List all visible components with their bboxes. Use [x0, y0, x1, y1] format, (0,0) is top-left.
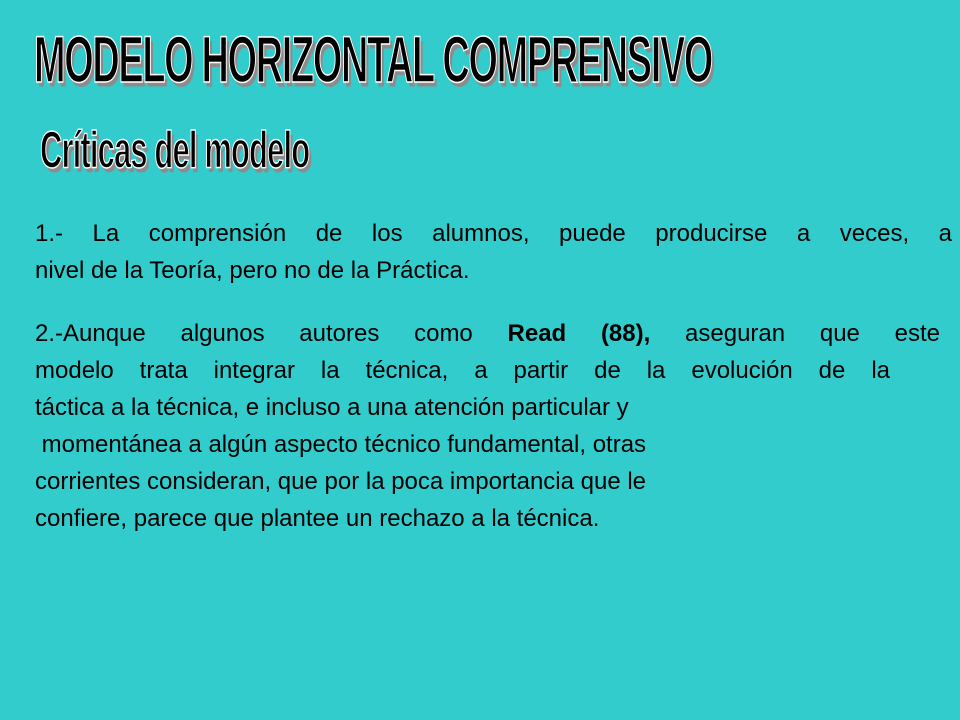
slide-title: MODELO HORIZONTAL COMPRENSIVO — [34, 23, 713, 97]
paragraph-2-line-1-end: aseguran que este — [650, 320, 940, 347]
paragraph-2-line-5: corrientes consideran, que por la poca importancia que le — [35, 468, 647, 495]
paragraph-2-line-1 — [35, 315, 940, 352]
paragraph-2 — [35, 315, 955, 537]
subtitle-wordart — [40, 119, 353, 180]
paragraph-2-line-6: confiere, parece que plantee un rechazo a la técnica. — [35, 505, 600, 532]
paragraph-2-line-1-start: 2.-Aunque algunos autores como — [35, 320, 508, 347]
paragraph-2-line-2: modelo trata integrar la técnica, a partir de la evolución de la — [35, 357, 890, 384]
paragraph-1 — [35, 215, 955, 289]
paragraph-2-line-3: táctica a la técnica, e incluso a una atención particular y — [35, 394, 629, 421]
paragraph-2-line-4: momentánea a algún aspecto técnico fundamental, otras — [35, 431, 647, 458]
body-text — [35, 215, 955, 537]
slide-subtitle: Críticas del modelo — [40, 119, 310, 180]
title-wordart — [34, 23, 822, 98]
paragraph-1-line-2: nivel de la Teoría, pero no de la Práctica. — [35, 257, 470, 284]
citation-read-88: Read (88), — [507, 320, 651, 347]
paragraph-1-line-1: 1.- La comprensión de los alumnos, puede producirse a veces, a — [35, 220, 952, 247]
